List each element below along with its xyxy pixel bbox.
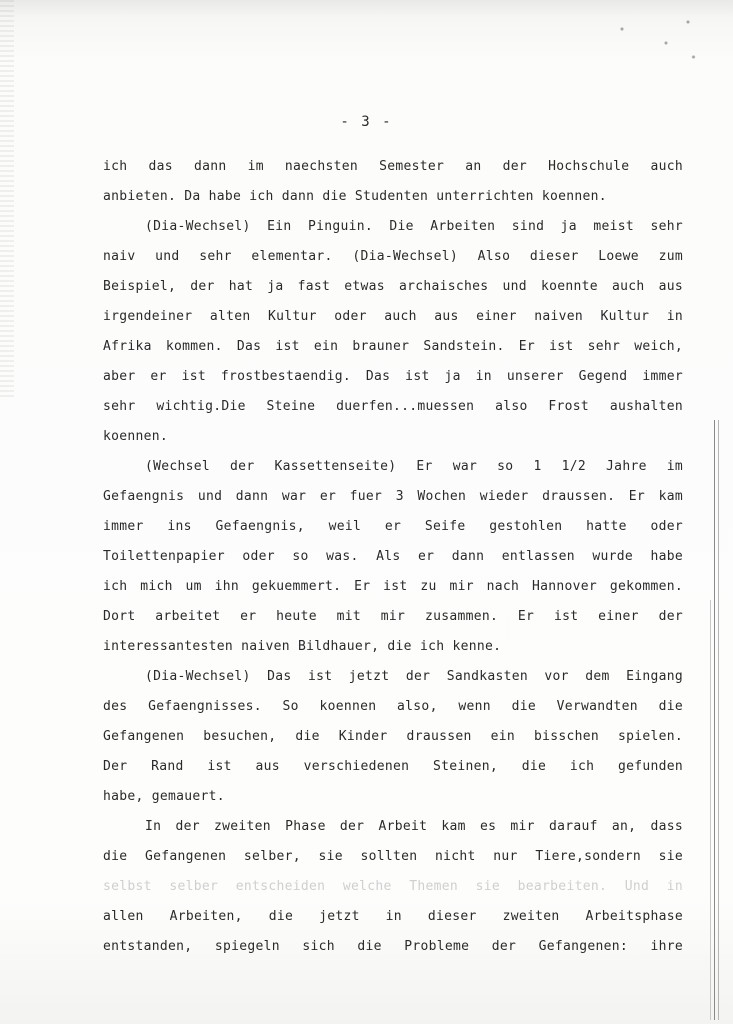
text-line: In der zweiten Phase der Arbeit kam es mir darauf an, dass [145,819,683,834]
text-line: (Wechsel der Kassettenseite) Er war so 1 1/2 Jahre im [145,459,683,474]
text-line: anbieten. Da habe ich dann die Studenten unterrichten koennen. [103,189,607,204]
text-line: Gefangenen besuchen, die Kinder draussen ein bisschen spielen. [103,729,683,744]
text-line: ich mich um ihn gekuemmert. Er ist zu mir nach Hannover gekommen. [103,579,683,594]
text-line: selbst selber entscheiden welche Themen sie bearbeiten. Und in [103,879,683,894]
text-line: Gefaengnis und dann war er fuer 3 Wochen wieder draussen. Er kam [103,489,683,504]
text-line: Der Rand ist aus verschiedenen Steinen, die ich gefunden [103,759,683,774]
scan-edge-line-inner [710,600,711,1020]
text-line: Dort arbeitet er heute mit mir zusammen. Er ist einer der [103,609,683,624]
text-line: allen Arbeiten, die jetzt in dieser zweiten Arbeitsphase [103,909,683,924]
scan-speckles [600,8,710,78]
text-line: des Gefaengnisses. So koennen also, wenn die Verwandten die [103,699,683,714]
text-line: die Gefangenen selber, sie sollten nicht nur Tiere,sondern sie [103,849,683,864]
text-line: immer ins Gefaengnis, weil er Seife gestohlen hatte oder [103,519,683,534]
text-line: entstanden, spiegeln sich die Probleme der Gefangenen: ihre [103,939,683,954]
text-line: irgendeiner alten Kultur oder auch aus einer naiven Kultur in [103,309,683,324]
text-line: ich das dann im naechsten Semester an der Hochschule auch [103,159,683,174]
text-line: (Dia-Wechsel) Das ist jetzt der Sandkasten vor dem Eingang [145,669,683,684]
text-line: Afrika kommen. Das ist ein brauner Sandstein. Er ist sehr weich, [103,339,683,354]
text-line: Beispiel, der hat ja fast etwas archaisches und koennte auch aus [103,279,683,294]
text-line: (Dia-Wechsel) Ein Pinguin. Die Arbeiten sind ja meist sehr [145,219,683,234]
text-line: sehr wichtig.Die Steine duerfen...muessen also Frost aushalten [103,399,683,414]
text-line: aber er ist frostbestaendig. Das ist ja in unserer Gegend immer [103,369,683,384]
text-line: habe, gemauert. [103,789,225,804]
text-line: Toilettenpapier oder so was. Als er dann entlassen wurde habe [103,549,683,564]
text-line: interessantesten naiven Bildhauer, die ich kenne. [103,639,502,654]
body-text [103,156,683,966]
page-number: - 3 - [340,114,393,130]
text-line: naiv und sehr elementar. (Dia-Wechsel) Also dieser Loewe zum [103,249,683,264]
scan-edge-line [714,420,719,1020]
text-line: koennen. [103,429,169,444]
scan-edge-noise [0,0,14,400]
